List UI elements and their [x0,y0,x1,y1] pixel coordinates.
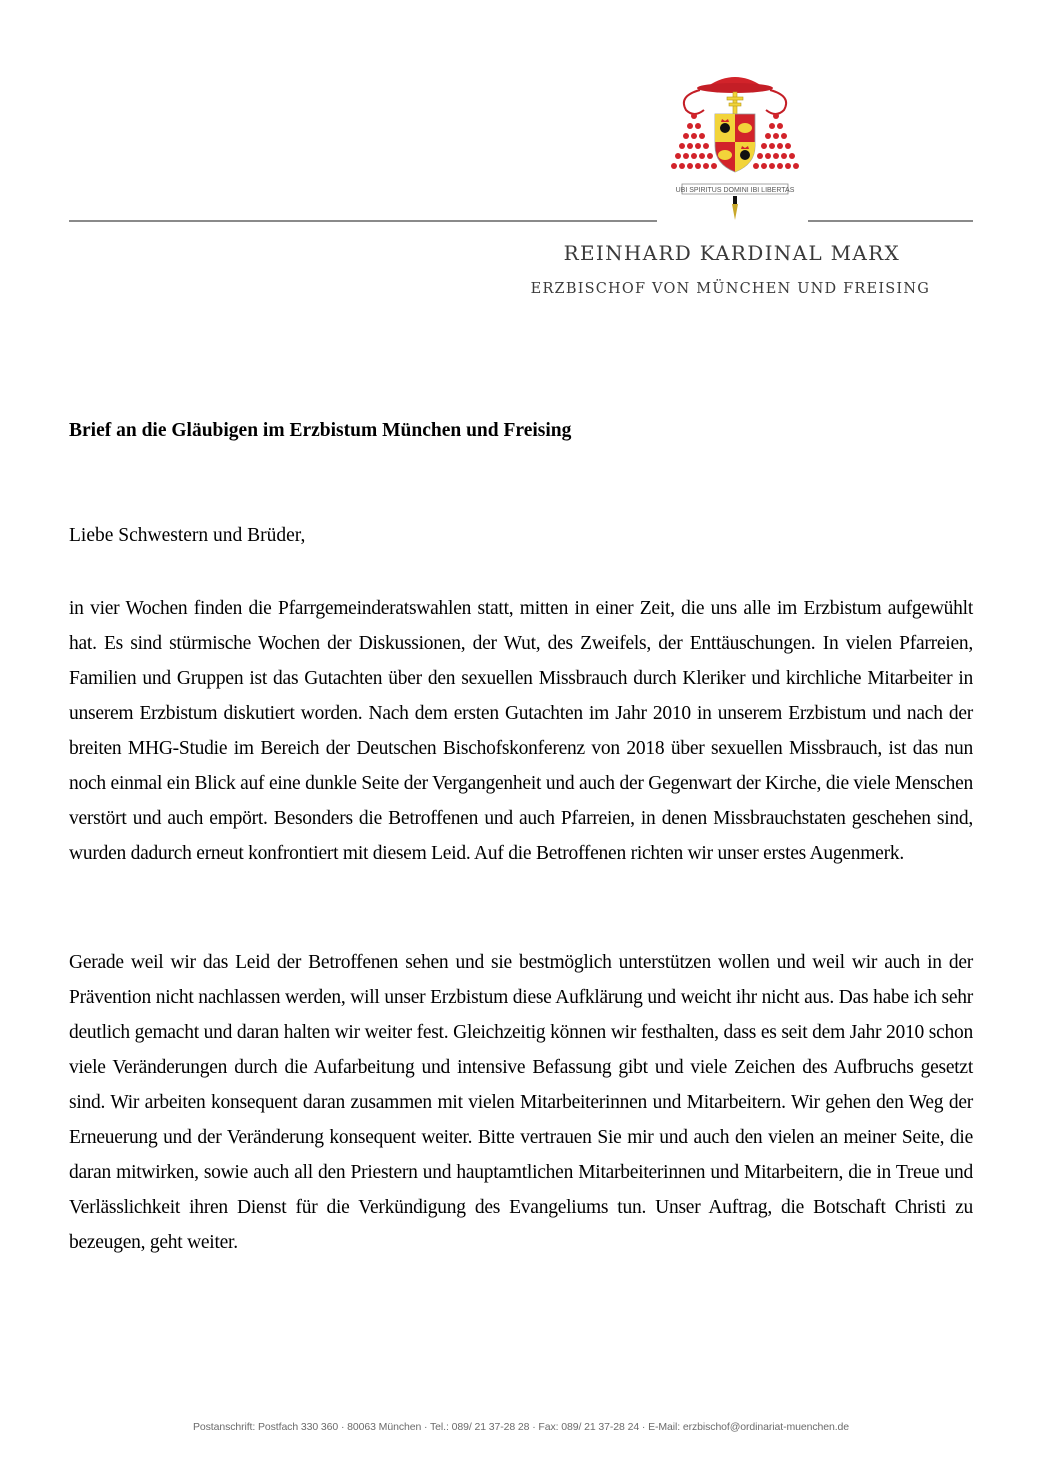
coat-of-arms-icon [668,66,802,222]
header-rule-right [808,220,973,222]
footer-contact: Postanschrift: Postfach 330 360 · 80063 München · Tel.: 089/ 21 37-28 28 · Fax: 089/ 21 37-28 24 · E-Mail: erzbischof@ordinariat-muenchen.de [192,1421,850,1433]
sender-title: ERZBISCHOF VON MÜNCHEN UND FREISING [530,281,930,297]
body-paragraph-2: Gerade weil wir das Leid der Betroffenen sehen und sie bestmöglich unterstützen wollen und weil wir auch in der Prävention nicht nachlassen werden, will unser Erzbistum diese Aufklärung und weicht ihr nicht aus. Das habe ich sehr deutlich gemacht und daran halten wir weiter fest. Gleichzeitig können wir festhalten, dass es seit dem Jahr 2010 schon viele Veränderungen durch die Aufarbeitung und intensive Befassung gibt und viele Zeichen des Aufbruchs gesetzt sind. Wir arbeiten konsequent daran zusammen mit vielen Mitarbeiterinnen und Mitarbeitern. Wir gehen den Weg der Erneuerung und der Veränderung konsequent weiter. Bitte vertrauen Sie mir und auch den vielen an meiner Seite, die daran mitwirken, sowie auch all den Priestern und hauptamtlichen Mitarbeiterinnen und Mitarbeitern, die in Treue und Verlässlichkeit ihren Dienst für die Verkündigung des Evangeliums tun. Unser Auftrag, die Botschaft Christi zu bezeugen, geht weiter. [69,952,973,1253]
salutation: Liebe Schwestern und Brüder, [69,525,306,546]
letter-title: Brief an die Gläubigen im Erzbistum München und Freising [69,420,572,441]
body-paragraph-1: in vier Wochen finden die Pfarrgemeinderatswahlen statt, mitten in einer Zeit, die uns alle im Erzbistum aufgewühlt hat. Es sind stürmische Wochen der Diskussionen, der Wut, des Zweifels, der Enttäuschungen. In vielen Pfarreien, Familien und Gruppen ist das Gutachten über den sexuellen Missbrauch durch Kleriker und kirchliche Mitarbeiter in unserem Erzbistum diskutiert worden. Nach dem ersten Gutachten im Jahr 2010 in unserem Erzbistum und nach der breiten MHG-Studie im Bereich der Deutschen Bischofskonferenz von 2018 über sexuellen Missbrauch, ist das nun noch einmal ein Blick auf eine dunkle Seite der Vergangenheit und auch der Gegenwart der Kirche, die viele Menschen verstört und auch empört. Besonders die Betroffenen und auch Pfarreien, in denen Missbrauchstaten geschehen sind, wurden dadurch erneut konfrontiert mit diesem Leid. Auf die Betroffenen richten wir unser erstes Augenmerk. [69,598,973,864]
svg-text:UBI SPIRITUS DOMINI IBI LIBERT: UBI SPIRITUS DOMINI IBI LIBERTAS [675,187,795,194]
sender-name: REINHARD KARDINAL MARX [563,241,900,265]
header-rule-left [69,220,657,222]
